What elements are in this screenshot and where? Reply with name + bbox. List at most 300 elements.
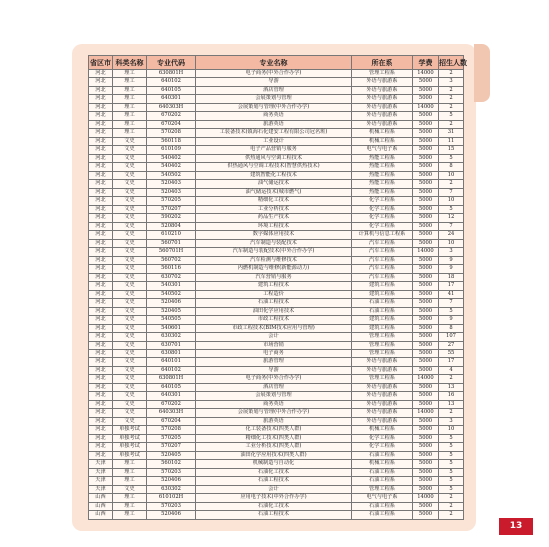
cell-province: 河北 [89, 307, 113, 315]
cell-enrollment: 5 [439, 205, 464, 213]
cell-enrollment: 2 [439, 494, 464, 502]
table-row [89, 265, 464, 273]
cell-enrollment: 8 [439, 163, 464, 171]
cell-major-code: 560702 [147, 256, 196, 264]
cell-province: 河北 [89, 265, 113, 273]
cell-category: 文史 [113, 197, 147, 205]
table-row [89, 299, 464, 307]
cell-enrollment: 24 [439, 231, 464, 239]
header-enrollment: 招生人数 [439, 56, 464, 70]
cell-major-name: 商务英语 [196, 400, 352, 408]
cell-major-code: 520406 [147, 511, 196, 519]
cell-department: 建筑工程系 [352, 290, 413, 298]
table-row [89, 231, 464, 239]
cell-major-code: 640101 [147, 358, 196, 366]
cell-province: 河北 [89, 231, 113, 239]
cell-department: 建筑工程系 [352, 282, 413, 290]
cell-enrollment: 11 [439, 137, 464, 145]
cell-province: 河北 [89, 324, 113, 332]
table-row [89, 273, 464, 281]
header-province: 省区市 [89, 56, 113, 70]
cell-major-code: 640102 [147, 78, 196, 86]
cell-category: 理工 [113, 78, 147, 86]
table-row [89, 307, 464, 315]
cell-department: 外语与旅游系 [352, 95, 413, 103]
cell-enrollment: 9 [439, 316, 464, 324]
cell-tuition: 5000 [413, 477, 439, 485]
cell-department: 建筑工程系 [352, 316, 413, 324]
cell-tuition: 5000 [413, 511, 439, 519]
cell-major-name: 供热通风与空调工程技术 [196, 154, 352, 162]
cell-tuition: 14000 [413, 409, 439, 417]
cell-enrollment: 17 [439, 282, 464, 290]
cell-province: 河北 [89, 239, 113, 247]
cell-enrollment: 41 [439, 290, 464, 298]
cell-category: 文史 [113, 154, 147, 162]
table-row [89, 468, 464, 476]
cell-category: 理工 [113, 494, 147, 502]
table-row [89, 477, 464, 485]
table-row [89, 333, 464, 341]
cell-tuition: 5000 [413, 163, 439, 171]
cell-tuition: 5000 [413, 434, 439, 442]
cell-tuition: 5000 [413, 400, 439, 408]
cell-enrollment: 9 [439, 256, 464, 264]
cell-category: 文史 [113, 409, 147, 417]
cell-province: 河北 [89, 248, 113, 256]
cell-major-name: 油气储运技术(城市燃气) [196, 188, 352, 196]
cell-category: 文史 [113, 366, 147, 374]
table-row [89, 146, 464, 154]
cell-department: 石油工程系 [352, 299, 413, 307]
cell-province: 河北 [89, 95, 113, 103]
cell-category: 文史 [113, 349, 147, 357]
cell-province: 山西 [89, 511, 113, 519]
cell-major-code: 540402 [147, 154, 196, 162]
cell-major-name: 会计 [196, 333, 352, 341]
cell-category: 文史 [113, 265, 147, 273]
cell-tuition: 5000 [413, 120, 439, 128]
table-row [89, 163, 464, 171]
cell-major-name: 电子商务(中外合作办学) [196, 70, 352, 78]
cell-department: 外语与旅游系 [352, 400, 413, 408]
cell-major-code: 570203 [147, 502, 196, 510]
cell-category: 文史 [113, 392, 147, 400]
table-row [89, 154, 464, 162]
cell-province: 河北 [89, 129, 113, 137]
cell-category: 文史 [113, 222, 147, 230]
table-row [89, 349, 464, 357]
cell-major-name: 油田化学应用技术(四类人群) [196, 451, 352, 459]
table-row [89, 78, 464, 86]
cell-enrollment: 10 [439, 171, 464, 179]
cell-category: 文史 [113, 400, 147, 408]
cell-major-name: 电子商务(中外合作办学) [196, 375, 352, 383]
cell-category: 单独考试 [113, 434, 147, 442]
cell-province: 河北 [89, 392, 113, 400]
table-row [89, 358, 464, 366]
cell-tuition: 5000 [413, 324, 439, 332]
cell-department: 汽车工程系 [352, 265, 413, 273]
cell-department: 石油工程系 [352, 307, 413, 315]
cell-enrollment: 2 [439, 70, 464, 78]
table-row [89, 417, 464, 425]
cell-category: 文史 [113, 146, 147, 154]
table-header-row [89, 56, 464, 70]
cell-province: 河北 [89, 400, 113, 408]
cell-province: 河北 [89, 154, 113, 162]
table-row [89, 400, 464, 408]
cell-tuition: 5000 [413, 214, 439, 222]
cell-enrollment: 7 [439, 222, 464, 230]
table-row [89, 485, 464, 493]
cell-major-name: 工业分析技术(四类人群) [196, 443, 352, 451]
cell-major-name: 汽车制造与装配技术 [196, 239, 352, 247]
cell-tuition: 5000 [413, 307, 439, 315]
cell-province: 河北 [89, 375, 113, 383]
cell-enrollment: 2 [439, 409, 464, 417]
cell-enrollment: 12 [439, 214, 464, 222]
cell-tuition: 5000 [413, 137, 439, 145]
cell-category: 文史 [113, 417, 147, 425]
cell-department: 化学工程系 [352, 222, 413, 230]
cell-major-code: 560116 [147, 265, 196, 273]
cell-major-code: 610102H [147, 494, 196, 502]
cell-tuition: 5000 [413, 188, 439, 196]
table-row [89, 426, 464, 434]
cell-major-code: 590202 [147, 214, 196, 222]
cell-enrollment: 5 [439, 443, 464, 451]
cell-category: 文史 [113, 358, 147, 366]
cell-province: 河北 [89, 103, 113, 111]
cell-department: 外语与旅游系 [352, 383, 413, 391]
cell-major-code: 630801H [147, 375, 196, 383]
cell-major-name: 电子产品营销与服务 [196, 146, 352, 154]
cell-province: 河北 [89, 163, 113, 171]
enrollment-table [88, 55, 467, 520]
cell-tuition: 5000 [413, 265, 439, 273]
cell-tuition: 5000 [413, 502, 439, 510]
cell-category: 文史 [113, 248, 147, 256]
cell-category: 文史 [113, 256, 147, 264]
cell-major-code: 640301 [147, 392, 196, 400]
cell-major-name: 会展策划与管理 [196, 95, 352, 103]
cell-major-code: 630302 [147, 333, 196, 341]
cell-major-name: 精细化工技术(四类人群) [196, 434, 352, 442]
header-category: 科类名称 [113, 56, 147, 70]
cell-major-name: 导游 [196, 366, 352, 374]
cell-tuition: 5000 [413, 426, 439, 434]
cell-department: 外语与旅游系 [352, 103, 413, 111]
cell-enrollment: 5 [439, 451, 464, 459]
cell-enrollment: 7 [439, 299, 464, 307]
header-tuition: 学费 [413, 56, 439, 70]
cell-major-code: 630801H [147, 70, 196, 78]
cell-major-code: 520804 [147, 222, 196, 230]
cell-department: 机械工程系 [352, 129, 413, 137]
cell-major-code: 520405 [147, 307, 196, 315]
cell-major-name: 汽车检测与维修技术 [196, 256, 352, 264]
cell-major-name: 工业分析技术 [196, 205, 352, 213]
table-row [89, 248, 464, 256]
cell-major-name: 工装备技术(镇海石化建安工程有限公司冠名班) [196, 129, 352, 137]
table-row [89, 188, 464, 196]
cell-major-code: 670202 [147, 400, 196, 408]
cell-tuition: 5000 [413, 392, 439, 400]
cell-province: 天津 [89, 460, 113, 468]
cell-province: 河北 [89, 316, 113, 324]
cell-category: 文史 [113, 239, 147, 247]
cell-category: 理工 [113, 120, 147, 128]
cell-tuition: 5000 [413, 333, 439, 341]
cell-major-name: 石油工程技术 [196, 511, 352, 519]
cell-province: 山西 [89, 502, 113, 510]
cell-tuition: 5000 [413, 366, 439, 374]
cell-major-code: 570208 [147, 129, 196, 137]
table-row [89, 409, 464, 417]
cell-category: 文史 [113, 341, 147, 349]
table-row [89, 112, 464, 120]
cell-province: 河北 [89, 86, 113, 94]
cell-enrollment: 2 [439, 511, 464, 519]
cell-department: 石油工程系 [352, 468, 413, 476]
cell-tuition: 5000 [413, 129, 439, 137]
page-edge-tab [474, 44, 490, 102]
cell-enrollment: 5 [439, 460, 464, 468]
cell-tuition: 5000 [413, 146, 439, 154]
cell-tuition: 5000 [413, 316, 439, 324]
cell-department: 管理工程系 [352, 333, 413, 341]
cell-major-code: 570207 [147, 205, 196, 213]
cell-province: 河北 [89, 366, 113, 374]
cell-category: 文史 [113, 333, 147, 341]
cell-tuition: 14000 [413, 375, 439, 383]
cell-department: 建筑工程系 [352, 324, 413, 332]
cell-category: 文史 [113, 383, 147, 391]
cell-province: 河北 [89, 426, 113, 434]
cell-tuition: 5000 [413, 86, 439, 94]
cell-category: 文史 [113, 188, 147, 196]
cell-province: 河北 [89, 290, 113, 298]
cell-category: 文史 [113, 205, 147, 213]
cell-tuition: 5000 [413, 485, 439, 493]
cell-province: 河北 [89, 137, 113, 145]
cell-tuition: 5000 [413, 273, 439, 281]
cell-major-code: 520403 [147, 180, 196, 188]
cell-department: 石油工程系 [352, 511, 413, 519]
cell-category: 理工 [113, 502, 147, 510]
cell-major-code: 540502 [147, 171, 196, 179]
cell-major-name: 精细化工技术 [196, 197, 352, 205]
cell-department: 管理工程系 [352, 375, 413, 383]
cell-tuition: 5000 [413, 171, 439, 179]
table-row [89, 511, 464, 519]
cell-tuition: 5000 [413, 205, 439, 213]
cell-enrollment: 10 [439, 197, 464, 205]
cell-enrollment: 8 [439, 324, 464, 332]
cell-tuition: 5000 [413, 383, 439, 391]
cell-province: 河北 [89, 180, 113, 188]
cell-province: 河北 [89, 333, 113, 341]
cell-province: 河北 [89, 197, 113, 205]
table-row [89, 375, 464, 383]
cell-department: 汽车工程系 [352, 239, 413, 247]
table-row [89, 214, 464, 222]
cell-major-name: 应用电子技术(中外合作办学) [196, 494, 352, 502]
table-row [89, 494, 464, 502]
cell-enrollment: 5 [439, 477, 464, 485]
cell-enrollment: 10 [439, 426, 464, 434]
cell-major-code: 670204 [147, 120, 196, 128]
cell-province: 河北 [89, 383, 113, 391]
cell-category: 文史 [113, 324, 147, 332]
cell-major-code: 640301 [147, 95, 196, 103]
cell-major-code: 570208 [147, 426, 196, 434]
cell-category: 文史 [113, 214, 147, 222]
cell-major-name: 石油化工技术 [196, 468, 352, 476]
cell-major-code: 540601 [147, 324, 196, 332]
cell-tuition: 14000 [413, 494, 439, 502]
cell-major-code: 630302 [147, 485, 196, 493]
cell-major-name: 数字媒体应用技术 [196, 231, 352, 239]
table-row [89, 129, 464, 137]
cell-province: 河北 [89, 120, 113, 128]
cell-category: 文史 [113, 316, 147, 324]
cell-department: 石油工程系 [352, 451, 413, 459]
cell-category: 文史 [113, 137, 147, 145]
cell-major-name: 旅游英语 [196, 417, 352, 425]
cell-category: 理工 [113, 477, 147, 485]
cell-province: 天津 [89, 485, 113, 493]
page-number: 13 [499, 518, 533, 535]
cell-enrollment: 16 [439, 392, 464, 400]
cell-province: 河北 [89, 78, 113, 86]
cell-category: 文史 [113, 180, 147, 188]
table-row [89, 392, 464, 400]
cell-major-name: 酒店管理 [196, 86, 352, 94]
cell-major-name: 市政工程技术(BIM技术应用与管理) [196, 324, 352, 332]
cell-tuition: 5000 [413, 256, 439, 264]
cell-major-code: 640105 [147, 383, 196, 391]
cell-province: 河北 [89, 171, 113, 179]
cell-major-code: 560118 [147, 137, 196, 145]
table-row [89, 180, 464, 188]
cell-major-code: 640303H [147, 409, 196, 417]
cell-tuition: 5000 [413, 290, 439, 298]
cell-department: 外语与旅游系 [352, 417, 413, 425]
cell-major-code: 560102 [147, 460, 196, 468]
cell-tuition: 5000 [413, 451, 439, 459]
cell-enrollment: 10 [439, 239, 464, 247]
cell-major-name: 工程造价 [196, 290, 352, 298]
cell-province: 河北 [89, 409, 113, 417]
cell-major-code: 520405 [147, 451, 196, 459]
cell-major-name: 会展策划与管理(中外合作办学) [196, 409, 352, 417]
cell-department: 化学工程系 [352, 443, 413, 451]
cell-department: 计算机与信息工程系 [352, 231, 413, 239]
cell-enrollment: 3 [439, 78, 464, 86]
cell-major-name: 建筑智能化工程技术 [196, 171, 352, 179]
cell-enrollment: 7 [439, 188, 464, 196]
cell-tuition: 5000 [413, 154, 439, 162]
cell-department: 汽车工程系 [352, 273, 413, 281]
cell-major-name: 油气储运技术 [196, 180, 352, 188]
cell-enrollment: 2 [439, 95, 464, 103]
cell-department: 管理工程系 [352, 349, 413, 357]
table-row [89, 137, 464, 145]
cell-major-code: 640303H [147, 103, 196, 111]
cell-department: 外语与旅游系 [352, 358, 413, 366]
cell-major-name: 石油工程技术 [196, 477, 352, 485]
table-row [89, 282, 464, 290]
cell-province: 河北 [89, 341, 113, 349]
cell-enrollment: 27 [439, 341, 464, 349]
cell-category: 文史 [113, 299, 147, 307]
cell-major-name: 药品生产技术 [196, 214, 352, 222]
cell-province: 河北 [89, 205, 113, 213]
cell-tuition: 5000 [413, 358, 439, 366]
cell-category: 单独考试 [113, 443, 147, 451]
table-row [89, 95, 464, 103]
cell-department: 石油工程系 [352, 502, 413, 510]
cell-department: 管理工程系 [352, 70, 413, 78]
cell-tuition: 5000 [413, 112, 439, 120]
cell-enrollment: 17 [439, 358, 464, 366]
cell-category: 文史 [113, 282, 147, 290]
table-row [89, 103, 464, 111]
cell-province: 河北 [89, 434, 113, 442]
cell-major-code: 560701H [147, 248, 196, 256]
cell-province: 河北 [89, 146, 113, 154]
cell-enrollment: 55 [439, 349, 464, 357]
cell-major-name: 电子商务 [196, 349, 352, 357]
cell-department: 化学工程系 [352, 434, 413, 442]
cell-category: 理工 [113, 70, 147, 78]
cell-province: 河北 [89, 214, 113, 222]
cell-tuition: 5000 [413, 180, 439, 188]
cell-department: 管理工程系 [352, 485, 413, 493]
table-row [89, 290, 464, 298]
table-row [89, 460, 464, 468]
cell-category: 理工 [113, 95, 147, 103]
cell-enrollment: 31 [439, 129, 464, 137]
table-row [89, 205, 464, 213]
cell-major-code: 520403 [147, 188, 196, 196]
cell-department: 外语与旅游系 [352, 86, 413, 94]
cell-major-name: 旅游管理 [196, 358, 352, 366]
cell-major-name: 商务英语 [196, 112, 352, 120]
cell-major-name: 会计 [196, 485, 352, 493]
cell-tuition: 5000 [413, 341, 439, 349]
cell-department: 电气与电子系 [352, 146, 413, 154]
cell-enrollment: 5 [439, 434, 464, 442]
cell-province: 河北 [89, 358, 113, 366]
cell-major-code: 520406 [147, 299, 196, 307]
cell-major-code: 540502 [147, 290, 196, 298]
cell-province: 河北 [89, 188, 113, 196]
cell-major-code: 570203 [147, 468, 196, 476]
cell-major-name: 市政工程技术 [196, 316, 352, 324]
cell-enrollment: 13 [439, 400, 464, 408]
cell-province: 河北 [89, 299, 113, 307]
cell-category: 单独考试 [113, 451, 147, 459]
cell-major-name: 汽车营销与服务 [196, 273, 352, 281]
table-row [89, 256, 464, 264]
cell-province: 山西 [89, 494, 113, 502]
cell-category: 理工 [113, 103, 147, 111]
cell-category: 理工 [113, 129, 147, 137]
cell-province: 河北 [89, 282, 113, 290]
